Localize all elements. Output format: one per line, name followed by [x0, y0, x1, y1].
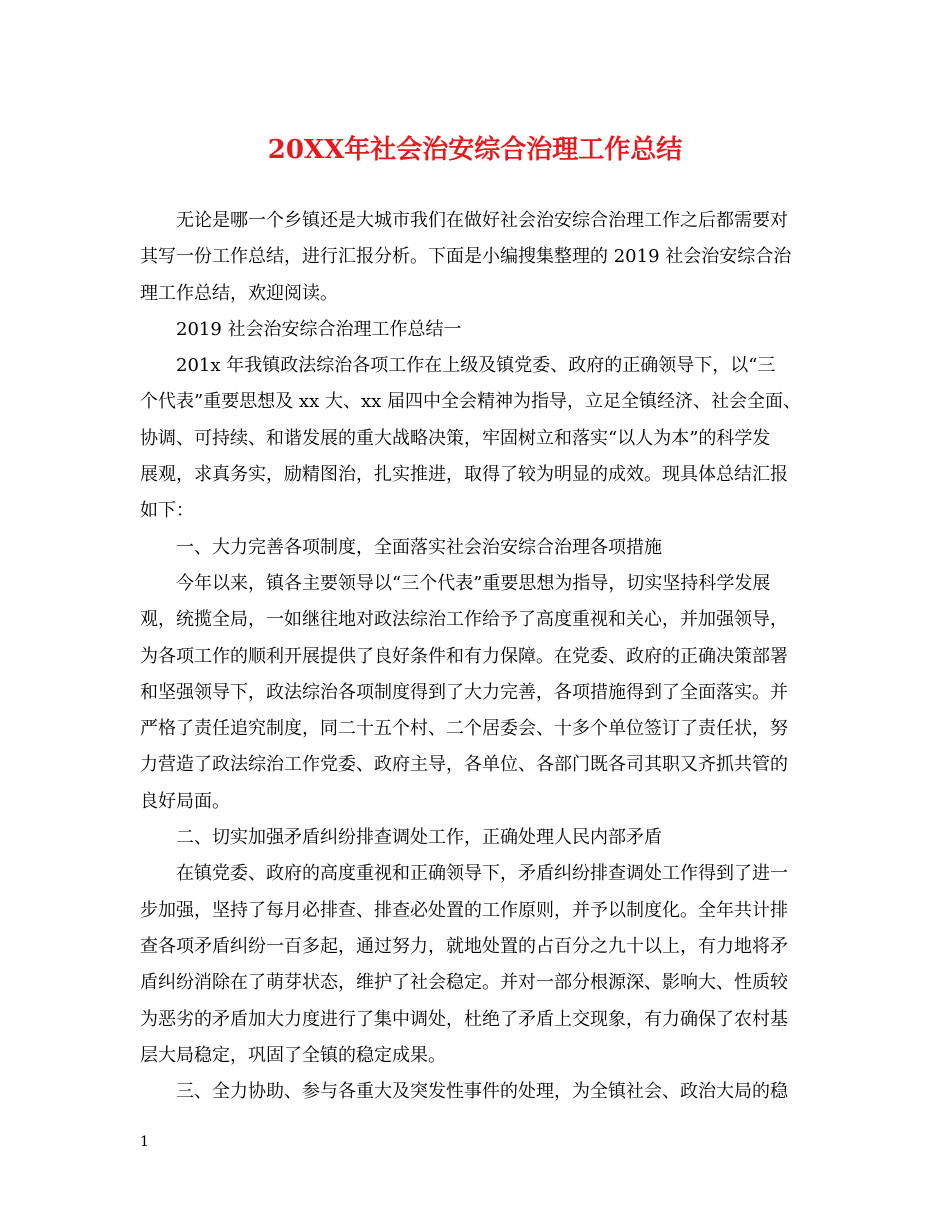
paragraph-line: 为恶劣的矛盾加大力度进行了集中调处，杜绝了矛盾上交现象，有力确保了农村基: [140, 1008, 788, 1030]
paragraph-line: 良好局面。: [140, 790, 230, 812]
paragraph-line: 理工作总结，欢迎阅读。: [140, 282, 338, 304]
paragraph: [140, 856, 824, 1074]
paragraph: [140, 530, 824, 566]
paragraph-line: 和坚强领导下，政法综治各项制度得到了大力完善，各项措施得到了全面落实。并: [140, 681, 788, 703]
paragraph: [140, 1074, 824, 1110]
paragraph-line: 个代表”重要思想及 xx 大、xx 届四中全会精神为指导，立足全镇经济、社会全面、: [140, 391, 801, 413]
document-body: [140, 203, 824, 1110]
paragraph-line: 其写一份工作总结，进行汇报分析。下面是小编搜集整理的 2019 社会治安综合治: [140, 246, 792, 268]
paragraph-line: 协调、可持续、和谐发展的重大战略决策，牢固树立和落实“以人为本”的科学发: [140, 427, 771, 449]
paragraph-line: 三、全力协助、参与各重大及突发性事件的处理，为全镇社会、政治大局的稳: [176, 1081, 788, 1103]
paragraph-line: 观，统揽全局，一如继往地对政法综治工作给予了高度重视和关心，并加强领导，: [140, 609, 788, 631]
paragraph-line: 力营造了政法综治工作党委、政府主导，各单位、各部门既各司其职又齐抓共管的: [140, 754, 788, 776]
paragraph: [140, 203, 824, 312]
paragraph-line: 如下：: [140, 500, 194, 522]
paragraph: [140, 348, 824, 529]
paragraph-line: 一、大力完善各项制度，全面落实社会治安综合治理各项措施: [176, 536, 662, 558]
paragraph-line: 层大局稳定，巩固了全镇的稳定成果。: [140, 1044, 446, 1066]
paragraph-line: 盾纠纷消除在了萌芽状态，维护了社会稳定。并对一部分根源深、影响大、性质较: [140, 972, 788, 994]
paragraph: [140, 820, 824, 856]
paragraph-line: 步加强，坚持了每月必排查、排查必处置的工作原则，并予以制度化。全年共计排: [140, 899, 788, 921]
paragraph-line: 无论是哪一个乡镇还是大城市我们在做好社会治安综合治理工作之后都需要对: [176, 210, 788, 231]
document-title: 20XX年社会治安综合治理工作总结: [267, 135, 683, 165]
paragraph: [140, 312, 824, 348]
paragraph-line: 展观，求真务实，励精图治，扎实推进，取得了较为明显的成效。现具体总结汇报: [140, 464, 788, 486]
paragraph-line: 查各项矛盾纠纷一百多起，通过努力，就地处置的占百分之九十以上，有力地将矛: [140, 935, 788, 957]
paragraph-line: 严格了责任追究制度，同二十五个村、二个居委会、十多个单位签订了责任状，努: [140, 718, 788, 740]
paragraph-line: 二、切实加强矛盾纠纷排查调处工作，正确处理人民内部矛盾: [176, 827, 662, 849]
paragraph-line: 201x 年我镇政法综治各项工作在上级及镇党委、政府的正确领导下，以“三: [176, 355, 776, 377]
paragraph-line: 今年以来，镇各主要领导以“三个代表”重要思想为指导，切实坚持科学发展: [176, 572, 771, 594]
paragraph-line: 为各项工作的顺利开展提供了良好条件和有力保障。在党委、政府的正确决策部署: [140, 645, 788, 667]
page-number: 1: [140, 1134, 149, 1150]
paragraph-line: 2019 社会治安综合治理工作总结一: [176, 318, 462, 340]
paragraph-line: 在镇党委、政府的高度重视和正确领导下，矛盾纠纷排查调处工作得到了进一: [176, 863, 788, 885]
paragraph: [140, 566, 824, 820]
